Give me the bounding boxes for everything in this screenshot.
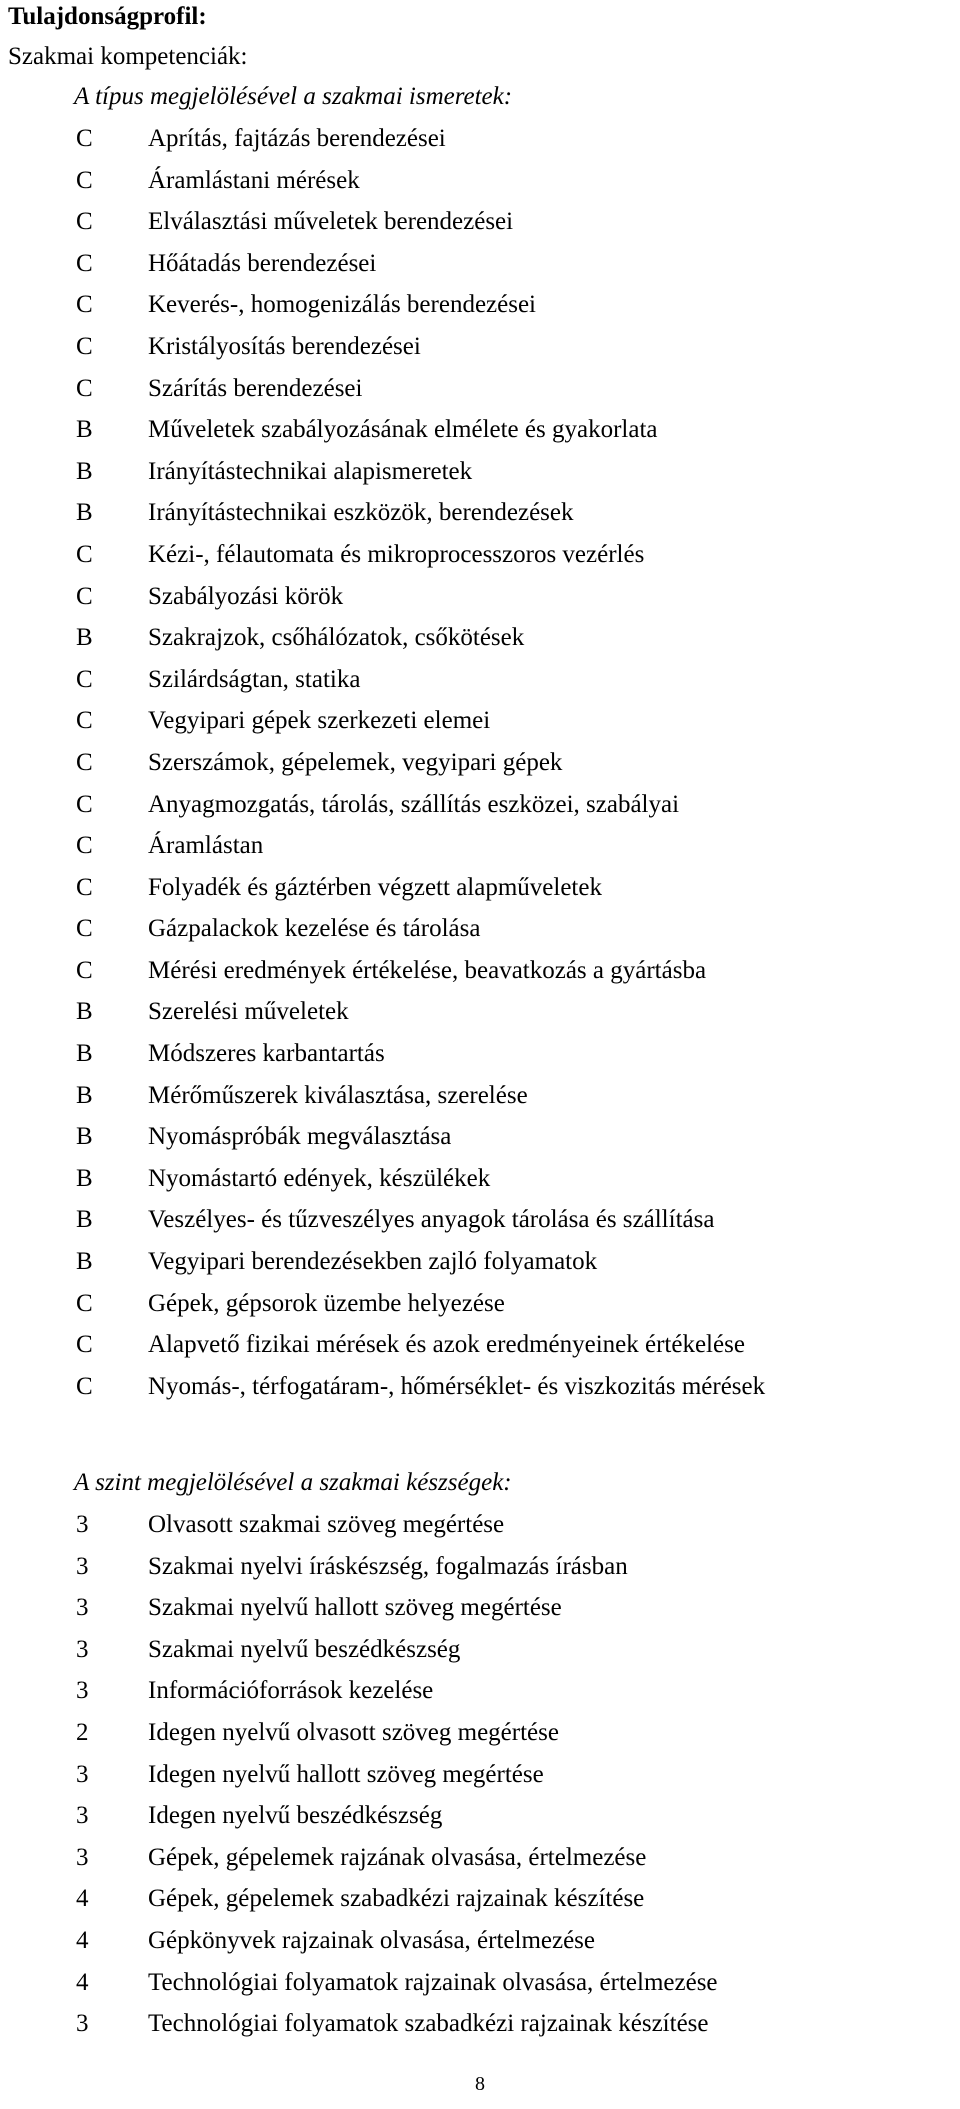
list-item — [0, 576, 960, 618]
item-level-code: C — [76, 1289, 93, 1317]
item-level-code: C — [76, 707, 93, 735]
item-level-code: B — [76, 998, 93, 1026]
item-level-code: 3 — [76, 1552, 89, 1580]
item-level-code: C — [76, 1372, 93, 1400]
item-level-code: C — [76, 790, 93, 818]
item-text: Szakmai nyelvű hallott szöveg megértése — [148, 1594, 562, 1622]
list-item — [0, 1504, 960, 1546]
list-item — [0, 1366, 960, 1408]
list-item — [0, 950, 960, 992]
item-text: Gázpalackok kezelése és tárolása — [148, 915, 481, 943]
item-text: Idegen nyelvű beszédkészség — [148, 1802, 443, 1830]
item-level-code: C — [76, 1331, 93, 1359]
item-text: Szakmai nyelvű beszédkészség — [148, 1635, 461, 1663]
item-text: Mérőműszerek kiválasztása, szerelése — [148, 1081, 528, 1109]
item-level-code: B — [76, 1164, 93, 1192]
list-item — [0, 492, 960, 534]
item-level-code: C — [76, 873, 93, 901]
item-level-code: B — [76, 1206, 93, 1234]
list-item — [0, 1670, 960, 1712]
item-text: Vegyipari berendezésekben zajló folyamatok — [148, 1248, 598, 1276]
list-item — [0, 2003, 960, 2045]
item-text: Irányítástechnikai eszközök, berendezések — [148, 499, 574, 527]
list-item — [0, 1878, 960, 1920]
item-level-code: 3 — [76, 1635, 89, 1663]
list-item — [0, 1324, 960, 1366]
list-item — [0, 368, 960, 410]
item-text: Veszélyes- és tűzveszélyes anyagok tárolása és szállítása — [148, 1206, 715, 1234]
list-item — [0, 1116, 960, 1158]
item-text: Gépek, gépsorok üzembe helyezése — [148, 1289, 505, 1317]
item-text: Áramlástani mérések — [148, 166, 360, 194]
item-level-code: 3 — [76, 1511, 89, 1538]
list-item — [0, 1962, 960, 2004]
list-item — [0, 784, 960, 826]
list-item — [0, 700, 960, 742]
list-item — [0, 118, 960, 160]
list-item — [0, 326, 960, 368]
item-level-code: 3 — [76, 1760, 89, 1788]
item-level-code: 3 — [76, 1802, 89, 1830]
list-item — [0, 825, 960, 867]
item-text: Szerszámok, gépelemek, vegyipari gépek — [148, 748, 563, 776]
item-level-code: C — [76, 956, 93, 984]
item-text: Információforrások kezelése — [148, 1677, 434, 1705]
list-item — [0, 1587, 960, 1629]
item-text: Szakmai nyelvi íráskészség, fogalmazás írásban — [148, 1552, 628, 1580]
item-text: Műveletek szabályozásának elmélete és gyakorlata — [148, 416, 658, 444]
list-item — [0, 534, 960, 576]
item-text: Kristályosítás berendezései — [148, 332, 421, 360]
item-level-code: C — [76, 915, 93, 943]
item-text: Módszeres karbantartás — [148, 1040, 385, 1068]
list-item — [0, 1837, 960, 1879]
item-level-code: C — [76, 832, 93, 860]
item-text: Gépek, gépelemek rajzának olvasása, értelmezése — [148, 1843, 647, 1871]
item-text: Hőátadás berendezései — [148, 249, 377, 277]
item-level-code: C — [76, 249, 93, 277]
item-text: Szabályozási körök — [148, 582, 344, 610]
item-level-code: C — [76, 665, 93, 693]
list-item — [0, 160, 960, 202]
item-text: Szilárdságtan, statika — [148, 665, 361, 693]
item-level-code: C — [76, 374, 93, 402]
item-level-code: 3 — [76, 2010, 89, 2038]
list-item — [0, 1241, 960, 1283]
page-number: 8 — [475, 2073, 485, 2095]
list-item — [0, 1158, 960, 1200]
item-text: Kézi-, félautomata és mikroprocesszoros vezérlés — [148, 540, 645, 568]
list-item — [0, 451, 960, 493]
item-level-code: B — [76, 1081, 93, 1109]
item-text: Szárítás berendezései — [148, 374, 363, 402]
item-level-code: C — [76, 208, 93, 236]
item-level-code: 2 — [76, 1718, 89, 1746]
item-level-code: C — [76, 540, 93, 568]
item-text: Áramlástan — [148, 832, 264, 860]
list-item — [0, 659, 960, 701]
item-level-code: C — [76, 166, 93, 194]
list-item — [0, 1920, 960, 1962]
item-level-code: B — [76, 624, 93, 652]
list-item — [0, 243, 960, 285]
item-level-code: 3 — [76, 1677, 89, 1705]
item-level-code: 3 — [76, 1843, 89, 1871]
list-item — [0, 1546, 960, 1588]
list-item — [0, 1283, 960, 1325]
item-text: Keverés-, homogenizálás berendezései — [148, 291, 537, 319]
item-level-code: B — [76, 1040, 93, 1068]
item-text: Folyadék és gáztérben végzett alapműveletek — [148, 873, 602, 901]
item-text: Anyagmozgatás, tárolás, szállítás eszközei, szabályai — [148, 790, 680, 818]
item-text: Idegen nyelvű olvasott szöveg megértése — [148, 1718, 559, 1746]
document-title: Tulajdonságprofil: — [8, 3, 207, 30]
item-level-code: B — [76, 1123, 93, 1151]
item-text: Technológiai folyamatok rajzainak olvasása, értelmezése — [148, 1968, 718, 1996]
skills-heading: A szint megjelölésével a szakmai készségek: — [74, 1469, 512, 1496]
list-item — [0, 1712, 960, 1754]
document-subtitle: Szakmai kompetenciák: — [8, 43, 248, 70]
skills-list — [0, 1504, 960, 2045]
list-item — [0, 1795, 960, 1837]
item-text: Gépkönyvek rajzainak olvasása, értelmezése — [148, 1926, 596, 1954]
item-level-code: C — [76, 332, 93, 360]
item-level-code: 3 — [76, 1594, 89, 1622]
item-text: Nyomáspróbák megválasztása — [148, 1123, 452, 1151]
item-text: Irányítástechnikai alapismeretek — [148, 457, 473, 485]
knowledge-list — [0, 118, 960, 1407]
list-item — [0, 1629, 960, 1671]
list-item — [0, 991, 960, 1033]
item-text: Aprítás, fajtázás berendezései — [148, 125, 446, 152]
item-text: Szakrajzok, csőhálózatok, csőkötések — [148, 624, 525, 652]
item-text: Vegyipari gépek szerkezeti elemei — [148, 707, 491, 735]
item-level-code: C — [76, 291, 93, 319]
item-level-code: C — [76, 125, 93, 152]
item-level-code: C — [76, 748, 93, 776]
item-level-code: B — [76, 416, 93, 444]
item-level-code: B — [76, 1248, 93, 1276]
item-text: Nyomás-, térfogatáram-, hőmérséklet- és viszkozitás mérések — [148, 1372, 766, 1400]
item-text: Elválasztási műveletek berendezései — [148, 208, 514, 236]
list-item — [0, 409, 960, 451]
list-item — [0, 1075, 960, 1117]
item-text: Mérési eredmények értékelése, beavatkozás a gyártásba — [148, 956, 707, 984]
item-level-code: B — [76, 499, 93, 527]
list-item — [0, 908, 960, 950]
knowledge-heading: A típus megjelölésével a szakmai ismeretek: — [74, 83, 513, 110]
item-text: Olvasott szakmai szöveg megértése — [148, 1511, 505, 1538]
list-item — [0, 617, 960, 659]
item-text: Szerelési műveletek — [148, 998, 349, 1026]
item-level-code: C — [76, 582, 93, 610]
item-level-code: 4 — [76, 1968, 89, 1996]
item-text: Nyomástartó edények, készülékek — [148, 1164, 491, 1192]
item-level-code: 4 — [76, 1885, 89, 1913]
list-item — [0, 1199, 960, 1241]
item-text: Technológiai folyamatok szabadkézi rajzainak készítése — [148, 2010, 709, 2038]
list-item — [0, 201, 960, 243]
item-text: Gépek, gépelemek szabadkézi rajzainak készítése — [148, 1885, 645, 1913]
item-level-code: 4 — [76, 1926, 89, 1954]
list-item — [0, 1033, 960, 1075]
list-item — [0, 284, 960, 326]
list-item — [0, 867, 960, 909]
item-level-code: B — [76, 457, 93, 485]
item-text: Idegen nyelvű hallott szöveg megértése — [148, 1760, 544, 1788]
item-text: Alapvető fizikai mérések és azok eredményeinek értékelése — [148, 1331, 745, 1359]
list-item — [0, 742, 960, 784]
list-item — [0, 1754, 960, 1796]
